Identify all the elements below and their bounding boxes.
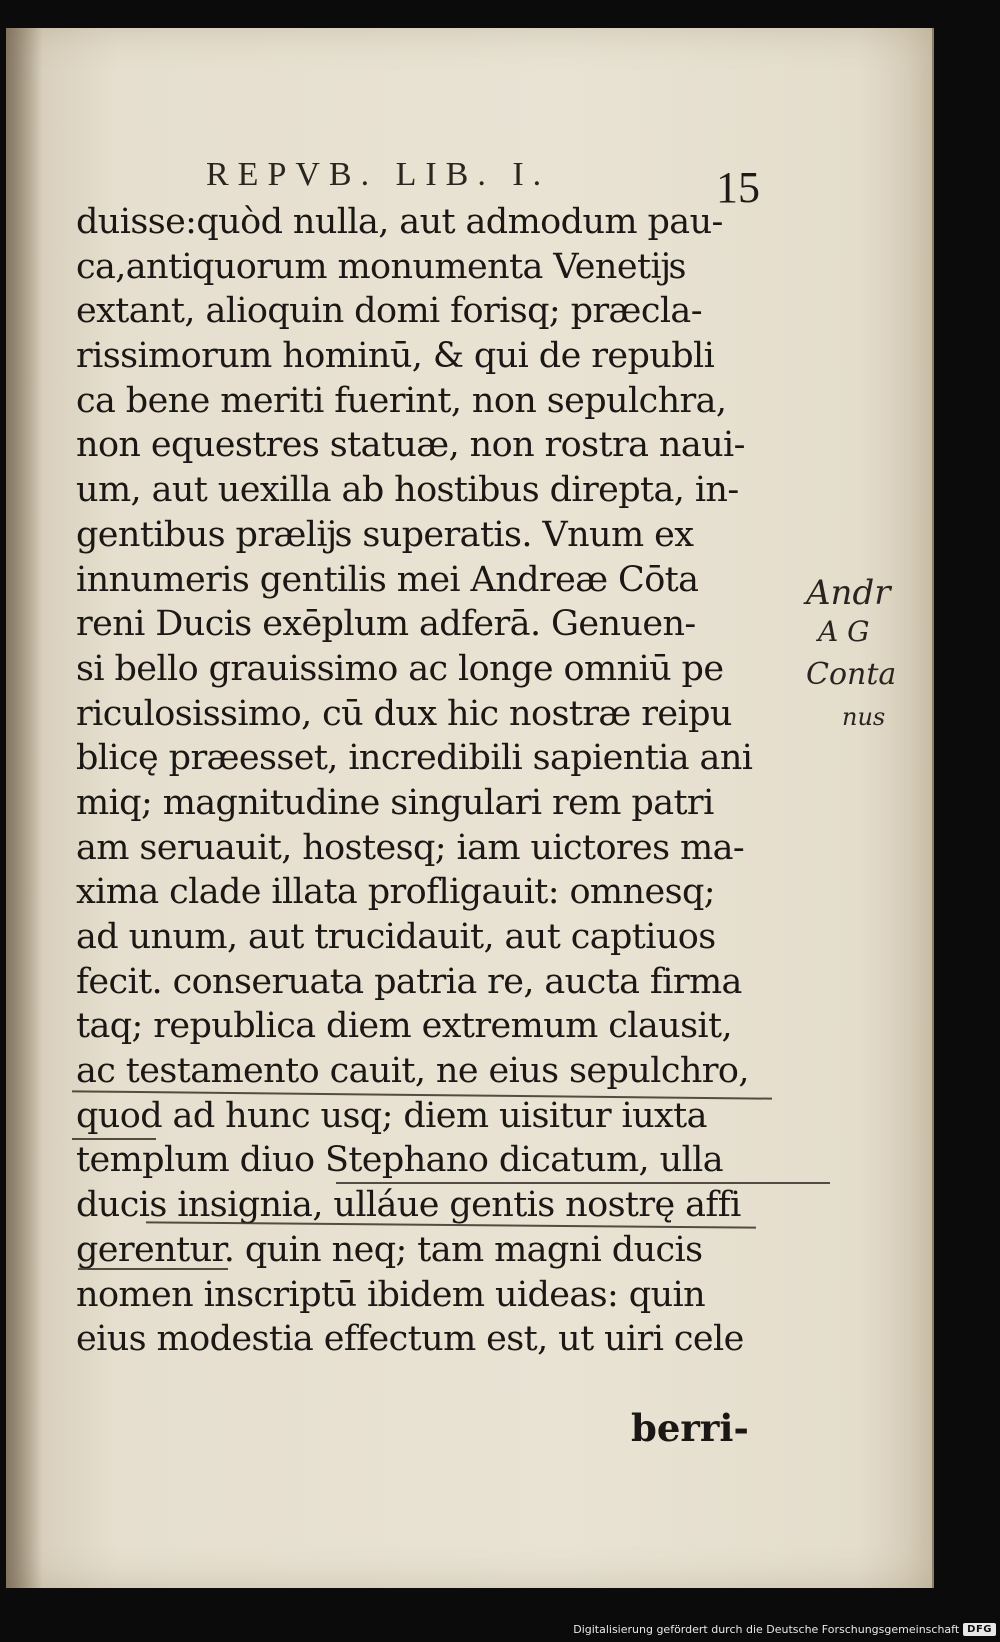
- text-line: blicę præesset, incredibili sapientia ani: [76, 738, 753, 779]
- text-line: xima clade illata profligauit: omnesq;: [76, 872, 715, 913]
- running-head: REPVB. LIB. I.: [206, 156, 551, 193]
- marginal-note-line: Andr: [806, 573, 891, 613]
- text-line: ac testamento cauit, ne eius sepulchro,: [76, 1051, 749, 1092]
- marginal-note-line: Conta: [806, 657, 897, 692]
- text-line: ca bene meriti fuerint, non sepulchra,: [76, 380, 727, 421]
- marginal-note-line: A G: [818, 615, 870, 648]
- text-line: templum diuo Stephano dicatum, ulla: [76, 1140, 723, 1181]
- book-page: [6, 28, 934, 1588]
- text-line: um, aut uexilla ab hostibus direpta, in-: [76, 470, 739, 511]
- text-line: fecit. conseruata patria re, aucta firma: [76, 961, 742, 1002]
- marginal-note-line: nus: [842, 703, 886, 731]
- text-line: rissimorum hominū, & qui de republi: [76, 336, 715, 377]
- text-line: si bello grauissimo ac longe omniū pe: [76, 648, 724, 689]
- dfg-logo: DFG: [963, 1623, 996, 1636]
- text-line: miq; magnitudine singulari rem patri: [76, 782, 714, 823]
- main-text: [76, 200, 756, 1362]
- underline-mark: [78, 1268, 228, 1270]
- text-line: quod ad hunc usq; diem uisitur iuxta: [76, 1095, 707, 1136]
- text-line: duisse:quòd nulla, aut admodum pau-: [76, 202, 723, 242]
- underline-mark: [72, 1138, 156, 1140]
- text-line: riculosissimo, cū dux hic nostræ reipu: [76, 693, 732, 734]
- text-line: ad unum, aut trucidauit, aut captiuos: [76, 917, 716, 957]
- text-line: gentibus prælĳs superatis. Vnum ex: [76, 514, 694, 555]
- text-line: innumeris gentilis mei Andreæ Cōta: [76, 559, 699, 600]
- text-line: am seruauit, hostesq; iam uictores ma-: [76, 827, 745, 868]
- page-number: 15: [716, 163, 760, 212]
- text-line: taq; republica diem extremum clausit,: [76, 1006, 733, 1047]
- text-line: non equestres statuæ, non rostra naui-: [76, 425, 745, 466]
- credit-text: Digitalisierung gefördert durch die Deutsche Forschungsgemeinschaft: [573, 1623, 960, 1636]
- text-line: gerentur. quin neq; tam magni ducis: [76, 1229, 703, 1270]
- catchword: berri-: [631, 1406, 749, 1450]
- text-line: ducis insignia, ulláue gentis nostrę affi: [76, 1185, 741, 1226]
- handwritten-marginal-note: [804, 573, 932, 773]
- text-line: nomen inscriptū ibidem uideas: quin: [76, 1274, 706, 1315]
- text-line: reni Ducis exēplum adferā. Genuen-: [76, 604, 696, 645]
- text-line: eius modestia effectum est, ut uiri cele: [76, 1319, 744, 1360]
- underline-mark: [336, 1182, 830, 1184]
- digitization-credit: [573, 1623, 996, 1636]
- text-line: ca,antiquorum monumenta Venetĳs: [76, 246, 686, 287]
- text-line: extant, alioquin domi forisq; præcla-: [76, 291, 702, 332]
